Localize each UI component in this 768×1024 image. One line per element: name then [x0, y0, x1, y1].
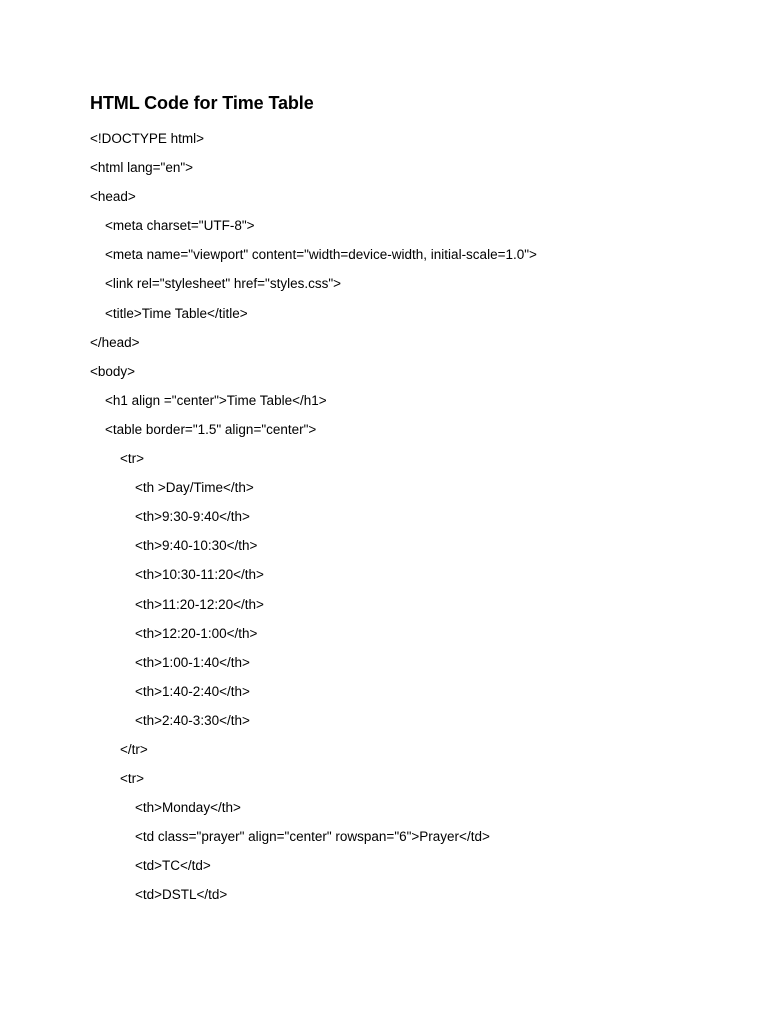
code-line: <tr> — [90, 451, 145, 467]
code-line: </tr> — [90, 741, 148, 757]
code-line: <body> — [90, 363, 136, 379]
code-line: <tr> — [90, 771, 145, 787]
code-line: <td>TC</td> — [90, 858, 211, 874]
code-line: <th>1:40-2:40</th> — [90, 683, 250, 699]
code-line: <td class="prayer" align="center" rowspan="6">Prayer</td> — [90, 829, 490, 845]
code-line: <th>12:20-1:00</th> — [90, 625, 258, 641]
code-line: <!DOCTYPE html> — [90, 131, 205, 146]
code-line: <th>1:00-1:40</th> — [90, 654, 250, 670]
code-line: <th>Monday</th> — [90, 800, 241, 816]
code-line: </head> — [90, 334, 140, 350]
code-line: <meta charset="UTF-8"> — [90, 218, 255, 234]
code-listing — [90, 129, 537, 915]
code-line: <table border="1.5" align="center"> — [90, 421, 317, 437]
code-line: <th>11:20-12:20</th> — [90, 596, 264, 612]
code-line: <th>2:40-3:30</th> — [90, 712, 250, 728]
document-heading: HTML Code for Time Table — [90, 93, 314, 113]
code-line: <th>9:40-10:30</th> — [90, 538, 258, 554]
code-line: <td>DSTL</td> — [90, 887, 228, 903]
code-line: <h1 align ="center">Time Table</h1> — [90, 392, 327, 408]
code-line: <meta name="viewport" content="width=device-width, initial-scale=1.0"> — [90, 247, 537, 263]
code-line: <link rel="stylesheet" href="styles.css"> — [90, 276, 342, 292]
code-line: <head> — [90, 189, 136, 205]
code-line: <th >Day/Time</th> — [90, 480, 254, 496]
code-line: <th>9:30-9:40</th> — [90, 509, 250, 525]
code-line: <th>10:30-11:20</th> — [90, 567, 264, 583]
code-line: <title>Time Table</title> — [90, 305, 248, 321]
code-line: <html lang="en"> — [90, 160, 194, 176]
